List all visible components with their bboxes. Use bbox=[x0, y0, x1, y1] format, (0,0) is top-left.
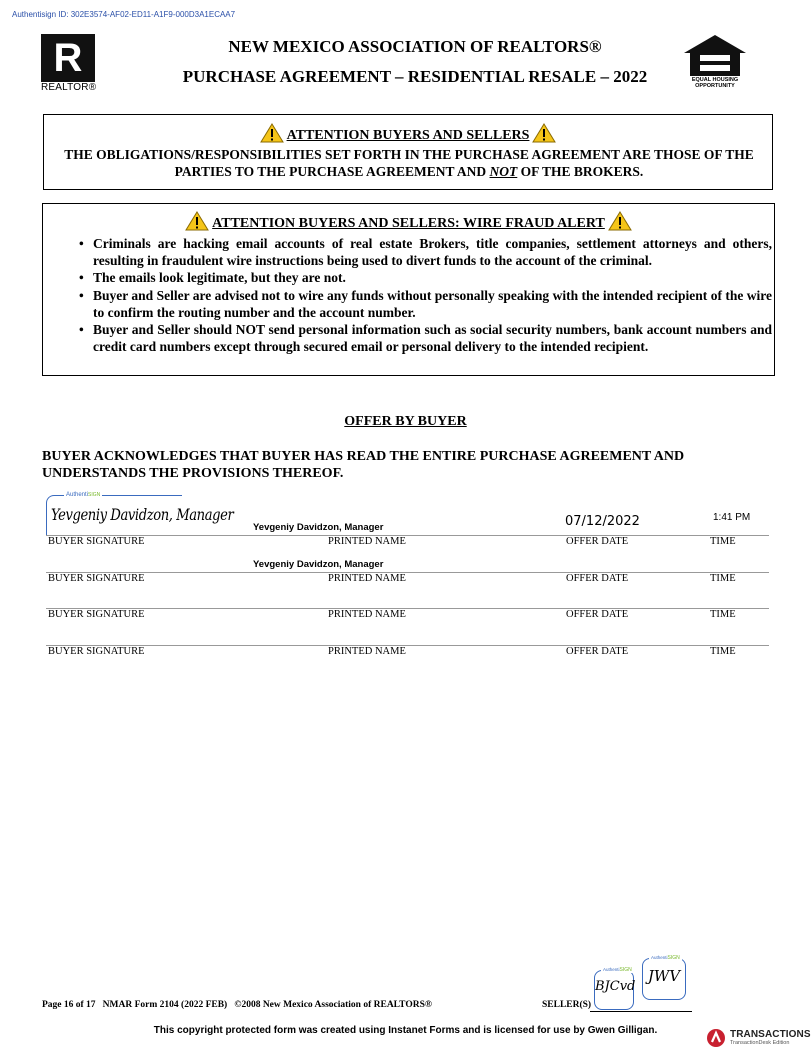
time-label: TIME bbox=[710, 609, 736, 620]
seller-initials-2-value: JWV bbox=[647, 967, 681, 985]
form-title: PURCHASE AGREEMENT – RESIDENTIAL RESALE – 2022 bbox=[182, 67, 648, 86]
wire-fraud-heading: ATTENTION BUYERS AND SELLERS: WIRE FRAUD ALERT bbox=[212, 216, 605, 231]
time-label: TIME bbox=[710, 646, 736, 657]
seller-initials-1[interactable] bbox=[594, 967, 636, 1010]
wire-fraud-list bbox=[79, 235, 772, 355]
equal-housing-house-icon bbox=[682, 34, 748, 78]
warning-icon bbox=[532, 123, 556, 143]
offer-time-1[interactable]: 1:41 PM bbox=[713, 512, 751, 523]
authentisign-badge-prefix: Authenti bbox=[603, 967, 620, 972]
transactions-logo bbox=[706, 1028, 811, 1048]
attention-heading: ATTENTION BUYERS AND SELLERS bbox=[286, 128, 530, 143]
wire-fraud-box bbox=[42, 203, 775, 376]
buyer-signature-1[interactable] bbox=[46, 492, 234, 536]
signature-line-2 bbox=[46, 572, 769, 573]
attention-heading-row bbox=[44, 123, 772, 144]
seller-initials-1-value: BJCvd bbox=[595, 979, 636, 994]
equal-housing-line2: OPPORTUNITY bbox=[695, 83, 735, 89]
attention-body-text: THE OBLIGATIONS/RESPONSIBILITIES SET FORTH IN THE PURCHASE AGREEMENT ARE THOSE OF THE PARTIES TO THE PURCHASE AGREEMENT AND bbox=[64, 147, 754, 179]
printed-name-1[interactable]: Yevgeniy Davidzon, Manager bbox=[253, 522, 384, 533]
footer-page-info: Page 16 of 17 NMAR Form 2104 (2022 FEB) ©2008 New Mexico Association of REALTORS® bbox=[42, 1000, 432, 1010]
attention-box bbox=[43, 114, 773, 190]
seller-initials-line bbox=[590, 1011, 692, 1012]
offer-date-label: OFFER DATE bbox=[566, 609, 629, 620]
list-item: • Buyer and Seller should NOT send personal information such as social security numbers, bank account numbers and credit card numbers except through secured email or personal delivery to the intended recipient. bbox=[79, 321, 772, 355]
signature-line-3 bbox=[46, 608, 769, 609]
offer-date-label: OFFER DATE bbox=[566, 646, 629, 657]
time-label: TIME bbox=[710, 573, 736, 584]
equal-housing-line1: EQUAL HOUSING bbox=[691, 77, 739, 83]
acknowledgement-text: BUYER ACKNOWLEDGES THAT BUYER HAS READ THE ENTIRE PURCHASE AGREEMENT AND UNDERSTANDS THE PROVISIONS THEREOF. bbox=[42, 449, 685, 481]
signature-line-4 bbox=[46, 645, 769, 646]
signature-line-1 bbox=[46, 535, 769, 536]
realtor-logo-mark bbox=[41, 34, 95, 82]
attention-body-emphasis: NOT bbox=[489, 164, 518, 179]
printed-name-2[interactable]: Yevgeniy Davidzon, Manager bbox=[253, 559, 384, 570]
list-item: • Buyer and Seller are advised not to wire any funds without personally speaking with the intended recipient of the wire to confirm the routing number and the account number. bbox=[79, 287, 772, 321]
authentisign-badge-suffix: SIGN bbox=[88, 492, 101, 498]
equal-housing-logo bbox=[682, 34, 748, 94]
authentisign-badge bbox=[649, 955, 682, 961]
buyer-signature-label: BUYER SIGNATURE bbox=[48, 573, 145, 584]
realtor-logo bbox=[41, 34, 97, 94]
transactions-logo-icon bbox=[706, 1028, 726, 1048]
printed-name-label: PRINTED NAME bbox=[328, 609, 406, 620]
attention-body bbox=[62, 146, 756, 180]
authentisign-badge-suffix: SIGN bbox=[667, 955, 680, 961]
authentisign-badge bbox=[64, 492, 102, 498]
wire-fraud-heading-row bbox=[43, 211, 774, 232]
offer-date-label: OFFER DATE bbox=[566, 536, 629, 547]
warning-icon bbox=[185, 211, 209, 231]
buyer-signature-1-value: Yevgeniy Davidzon, Manager bbox=[51, 505, 234, 524]
authentisign-badge-suffix: SIGN bbox=[619, 967, 632, 973]
buyer-signature-label: BUYER SIGNATURE bbox=[48, 609, 145, 620]
list-item: • Criminals are hacking email accounts of real estate Brokers, title companies, settlement attorneys and others, resulting in fraudulent wire instructions being used to divert funds to the account of the criminal. bbox=[79, 235, 772, 269]
realtor-logo-text: REALTOR® bbox=[41, 82, 97, 93]
printed-name-label: PRINTED NAME bbox=[328, 536, 406, 547]
warning-icon bbox=[260, 123, 284, 143]
authentisign-badge bbox=[601, 967, 634, 973]
warning-icon bbox=[608, 211, 632, 231]
association-title: NEW MEXICO ASSOCIATION OF REALTORS® bbox=[228, 37, 602, 56]
offer-heading: OFFER BY BUYER bbox=[344, 414, 467, 429]
equal-housing-text bbox=[682, 77, 748, 89]
authentisign-badge-prefix: Authenti bbox=[66, 492, 89, 498]
authentisign-badge-prefix: Authenti bbox=[651, 955, 668, 960]
transactions-logo-subtext: TransactionDesk Edition bbox=[730, 1040, 790, 1046]
sellers-label: SELLER(S) bbox=[542, 1000, 592, 1010]
time-label: TIME bbox=[710, 536, 736, 547]
printed-name-label: PRINTED NAME bbox=[328, 573, 406, 584]
seller-initials-2[interactable] bbox=[642, 955, 686, 1000]
buyer-signature-label: BUYER SIGNATURE bbox=[48, 646, 145, 657]
offer-date-label: OFFER DATE bbox=[566, 573, 629, 584]
list-item: • The emails look legitimate, but they are not. bbox=[79, 269, 772, 286]
authentisign-id: Authentisign ID: 302E3574-AF02-ED11-A1F9-000D3A1ECAA7 bbox=[12, 10, 236, 19]
buyer-signature-label: BUYER SIGNATURE bbox=[48, 536, 145, 547]
attention-body-text-end: OF THE BROKERS. bbox=[517, 164, 644, 179]
offer-date-1[interactable]: 07/12/2022 bbox=[565, 514, 640, 529]
printed-name-label: PRINTED NAME bbox=[328, 646, 406, 657]
copyright-notice: This copyright protected form was created using Instanet Forms and is licensed for use by Gwen Gilligan. bbox=[153, 1025, 658, 1036]
transactions-logo-text: TRANSACTIONS bbox=[730, 1029, 811, 1040]
realtor-logo-letter: R bbox=[53, 36, 83, 80]
